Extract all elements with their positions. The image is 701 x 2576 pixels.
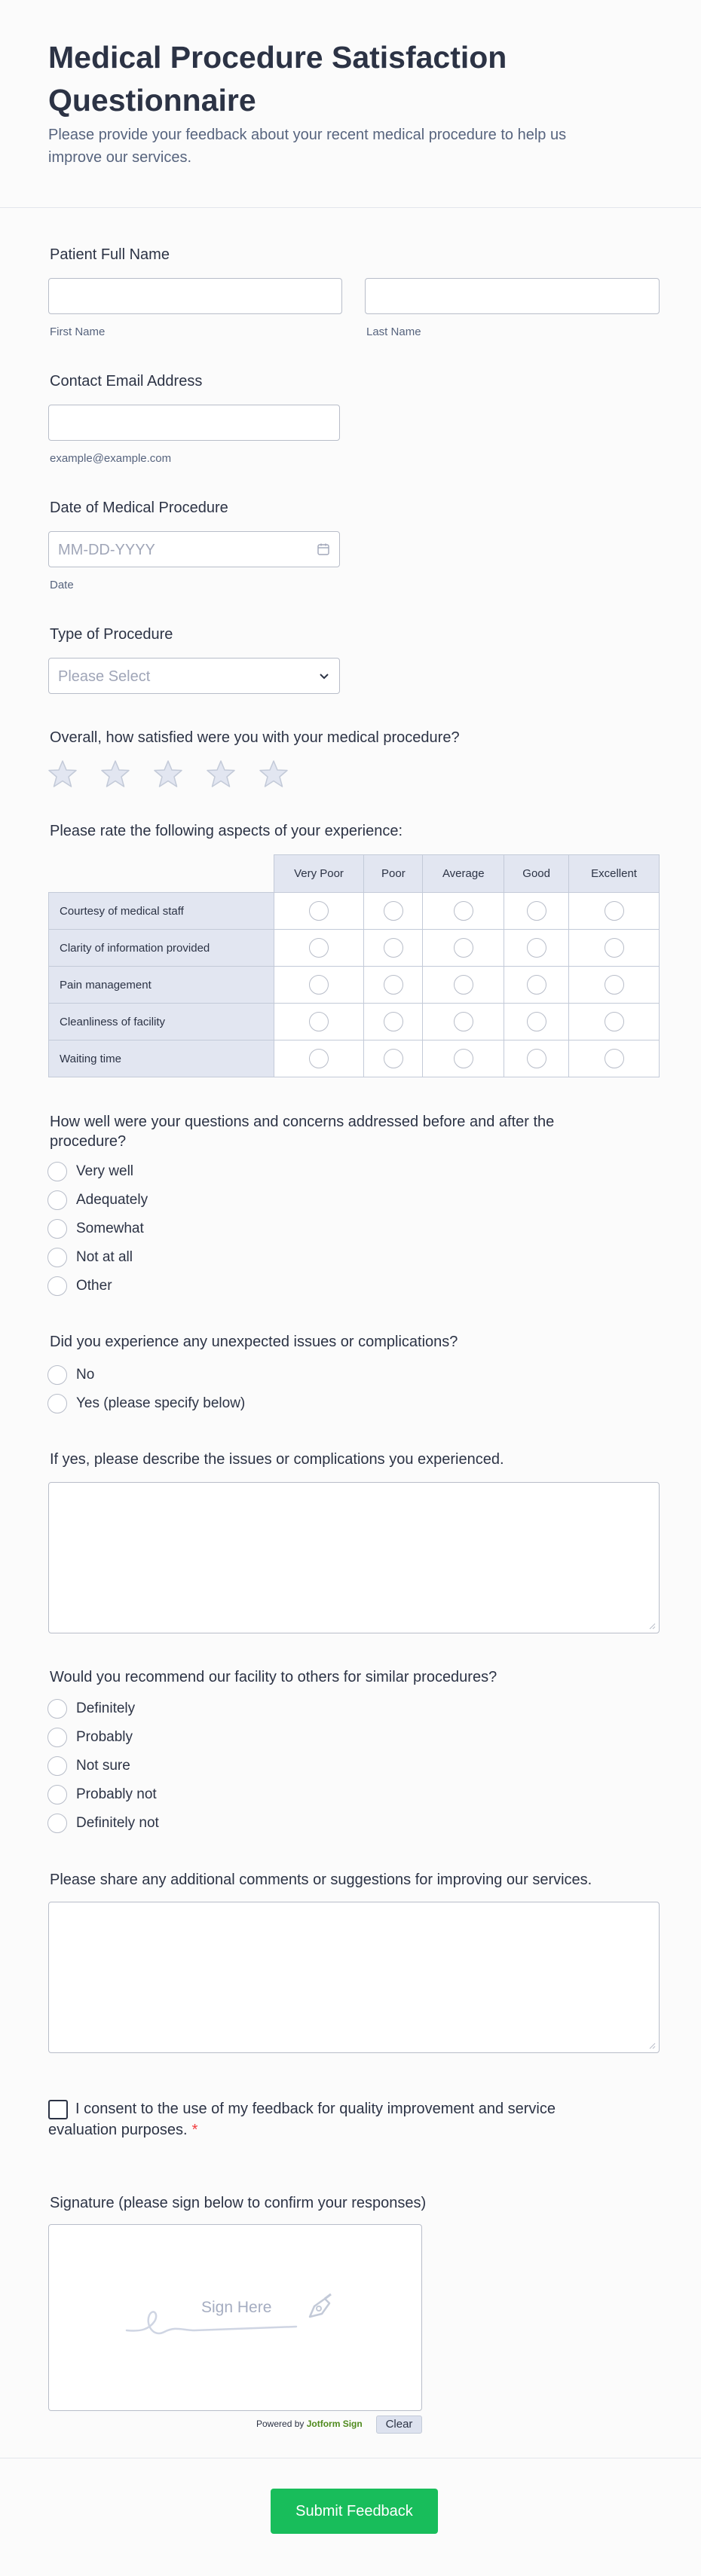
matrix-radio[interactable]	[527, 938, 546, 958]
matrix-column-header: Very Poor	[274, 855, 364, 893]
matrix-radio[interactable]	[605, 1049, 624, 1068]
recommend-options	[47, 1694, 159, 1838]
rating-matrix	[48, 854, 660, 1077]
star-icon[interactable]	[47, 759, 78, 789]
matrix-row	[49, 893, 660, 930]
satisfaction-label: Overall, how satisfied were you with your medical procedure?	[50, 729, 460, 746]
calendar-icon[interactable]	[317, 542, 330, 560]
date-sublabel: Date	[50, 579, 74, 591]
radio-option[interactable]: Adequately	[47, 1186, 148, 1215]
matrix-radio[interactable]	[309, 1049, 329, 1068]
matrix-row-label: Waiting time	[49, 1040, 274, 1077]
radio-option[interactable]: Definitely	[47, 1694, 159, 1723]
radio-circle[interactable]	[47, 1728, 67, 1747]
matrix-column-header: Good	[504, 855, 569, 893]
radio-option[interactable]: Probably not	[47, 1780, 159, 1809]
procedure-select[interactable]	[48, 658, 340, 694]
star-icon[interactable]	[259, 759, 289, 789]
radio-circle[interactable]	[47, 1276, 67, 1296]
date-placeholder: MM-DD-YYYY	[58, 542, 155, 558]
matrix-row-label: Clarity of information provided	[49, 930, 274, 967]
matrix-radio[interactable]	[454, 1012, 473, 1031]
consent-label: I consent to the use of my feedback for quality improvement and service evaluation purposes.	[48, 2101, 556, 2138]
radio-option[interactable]: Not sure	[47, 1752, 159, 1780]
last-name-sublabel: Last Name	[366, 325, 421, 338]
radio-circle[interactable]	[47, 1814, 67, 1833]
matrix-radio[interactable]	[527, 901, 546, 921]
radio-circle[interactable]	[47, 1162, 67, 1181]
matrix-radio[interactable]	[605, 901, 624, 921]
matrix-radio[interactable]	[605, 938, 624, 958]
consent-field[interactable]	[48, 2098, 621, 2141]
radio-circle[interactable]	[47, 1219, 67, 1239]
radio-circle[interactable]	[47, 1756, 67, 1776]
issues-options	[47, 1361, 245, 1418]
describe-textarea[interactable]	[48, 1482, 660, 1633]
email-input[interactable]	[48, 405, 340, 441]
matrix-radio[interactable]	[384, 1012, 403, 1031]
matrix-radio[interactable]	[527, 1049, 546, 1068]
matrix-radio[interactable]	[309, 975, 329, 995]
radio-option[interactable]: Definitely not	[47, 1809, 159, 1838]
radio-option[interactable]: Yes (please specify below)	[47, 1389, 245, 1418]
radio-option[interactable]: Other	[47, 1272, 148, 1300]
radio-circle[interactable]	[47, 1365, 67, 1385]
matrix-radio[interactable]	[527, 975, 546, 995]
resize-handle-icon[interactable]	[648, 2042, 656, 2049]
star-icon[interactable]	[206, 759, 236, 789]
matrix-row-label: Cleanliness of facility	[49, 1004, 274, 1040]
comments-label: Please share any additional comments or suggestions for improving our services.	[50, 1872, 592, 1888]
matrix-radio[interactable]	[454, 938, 473, 958]
radio-circle[interactable]	[47, 1190, 67, 1210]
email-sublabel: example@example.com	[50, 452, 172, 465]
matrix-radio[interactable]	[309, 901, 329, 921]
addressed-label: How well were your questions and concerns addressed before and after the procedure?	[50, 1114, 555, 1150]
submit-button[interactable]: Submit Feedback	[271, 2489, 438, 2534]
describe-label: If yes, please describe the issues or complications you experienced.	[50, 1451, 504, 1468]
matrix-label: Please rate the following aspects of your experience:	[50, 823, 403, 839]
pen-icon	[304, 2291, 337, 2324]
sign-here-placeholder: Sign Here	[201, 2299, 272, 2316]
email-label: Contact Email Address	[50, 373, 203, 390]
issues-label: Did you experience any unexpected issues or complications?	[50, 1334, 458, 1350]
resize-handle-icon[interactable]	[648, 1622, 656, 1630]
date-label: Date of Medical Procedure	[50, 500, 228, 516]
name-label: Patient Full Name	[50, 246, 170, 263]
matrix-row	[49, 1040, 660, 1077]
form-header	[0, 0, 701, 208]
addressed-options	[47, 1157, 148, 1300]
matrix-radio[interactable]	[384, 938, 403, 958]
matrix-row	[49, 967, 660, 1004]
comments-textarea[interactable]	[48, 1902, 660, 2053]
required-mark: *	[191, 2122, 198, 2138]
radio-option[interactable]: No	[47, 1361, 245, 1389]
matrix-radio[interactable]	[605, 1012, 624, 1031]
matrix-radio[interactable]	[384, 975, 403, 995]
star-rating[interactable]	[47, 759, 289, 789]
radio-option[interactable]: Somewhat	[47, 1215, 148, 1243]
consent-checkbox[interactable]	[48, 2100, 68, 2119]
date-input[interactable]	[48, 531, 340, 567]
matrix-column-header: Average	[423, 855, 504, 893]
chevron-down-icon	[318, 671, 330, 686]
matrix-radio[interactable]	[384, 1049, 403, 1068]
matrix-radio[interactable]	[309, 1012, 329, 1031]
matrix-radio[interactable]	[454, 901, 473, 921]
powered-by: Powered by Jotform Sign	[256, 2419, 363, 2429]
matrix-row-label: Pain management	[49, 967, 274, 1004]
matrix-radio[interactable]	[384, 901, 403, 921]
radio-option[interactable]: Not at all	[47, 1243, 148, 1272]
matrix-radio[interactable]	[527, 1012, 546, 1031]
jotform-sign-brand: Jotform Sign	[306, 2419, 363, 2429]
radio-circle[interactable]	[47, 1699, 67, 1719]
matrix-radio[interactable]	[454, 975, 473, 995]
matrix-radio[interactable]	[454, 1049, 473, 1068]
radio-option[interactable]: Probably	[47, 1723, 159, 1752]
recommend-label: Would you recommend our facility to others for similar procedures?	[50, 1669, 497, 1685]
procedure-label: Type of Procedure	[50, 626, 173, 643]
matrix-column-header: Excellent	[569, 855, 660, 893]
star-icon[interactable]	[100, 759, 130, 789]
form-description: Please provide your feedback about your recent medical procedure to help us improve our services.	[48, 127, 567, 166]
radio-circle[interactable]	[47, 1394, 67, 1413]
radio-option[interactable]: Very well	[47, 1157, 148, 1186]
procedure-placeholder: Please Select	[58, 668, 151, 685]
matrix-row	[49, 1004, 660, 1040]
first-name-sublabel: First Name	[50, 325, 106, 338]
form-title: Medical Procedure Satisfaction Questionnaire	[48, 40, 507, 118]
signature-label: Signature (please sign below to confirm your responses)	[50, 2195, 427, 2211]
first-name-input[interactable]	[48, 278, 342, 314]
matrix-column-header: Poor	[364, 855, 423, 893]
matrix-row-label: Courtesy of medical staff	[49, 893, 274, 930]
matrix-radio[interactable]	[605, 975, 624, 995]
star-icon[interactable]	[153, 759, 183, 789]
matrix-row	[49, 930, 660, 967]
last-name-input[interactable]	[365, 278, 660, 314]
clear-signature-button[interactable]: Clear	[376, 2416, 422, 2434]
signature-pad[interactable]	[48, 2224, 422, 2411]
radio-circle[interactable]	[47, 1785, 67, 1804]
matrix-radio[interactable]	[309, 938, 329, 958]
radio-circle[interactable]	[47, 1248, 67, 1267]
